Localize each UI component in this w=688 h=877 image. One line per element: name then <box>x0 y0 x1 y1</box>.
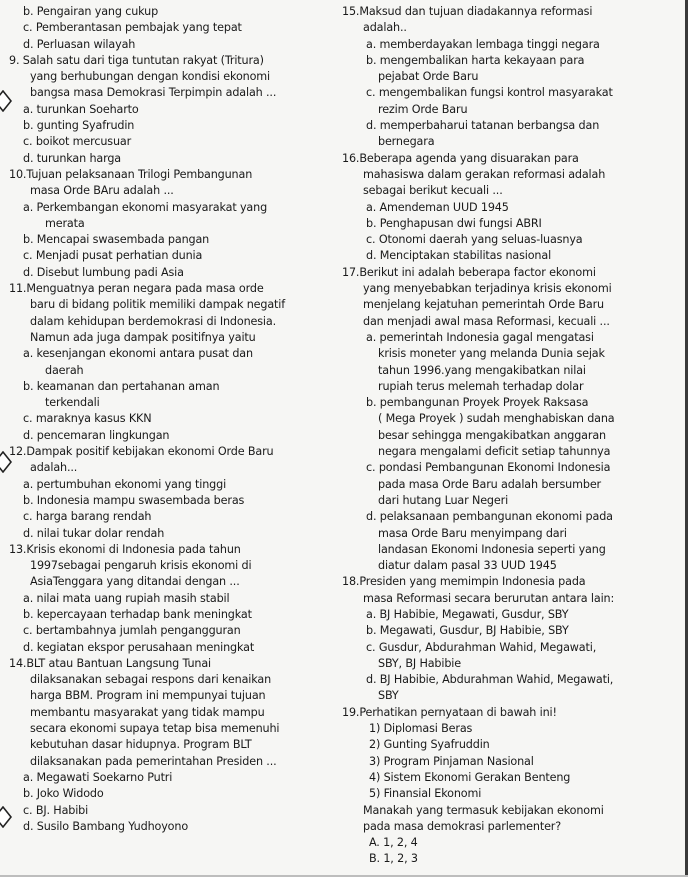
right-column <box>342 4 680 868</box>
text-line: mahasiswa dalam gerakan reformasi adalah <box>363 167 606 181</box>
text-line: diatur dalam pasal 33 UUD 1945 <box>378 559 557 573</box>
text-line: SBY, BJ Habibie <box>378 656 461 670</box>
text-line: Manakah yang termasuk kebijakan ekonomi <box>363 803 604 817</box>
text-line: masa Reformasi secara berurutan antara lain: <box>363 591 615 605</box>
text-line: dan menjadi awal masa Reformasi, kecuali ... <box>363 314 610 328</box>
question-text: 10.Tujuan pelaksanaan Trilogi Pembangunan <box>9 167 253 181</box>
text-line: negara mengalami deficit setiap tahunnya <box>378 445 611 459</box>
answer-option: c. bertambahnya jumlah pengangguran <box>23 624 241 638</box>
answer-option: b. kepercayaan terhadap bank meningkat <box>23 607 252 621</box>
text-line: pejabat Orde Baru <box>378 70 479 84</box>
text-line: pada masa demokrasi parlementer? <box>363 819 562 833</box>
answer-option: d. nilai tukar dolar rendah <box>23 526 165 540</box>
answer-option: a. Amendeman UUD 1945 <box>366 200 509 214</box>
text-line: dalam kehidupan berdemokrasi di Indonesia. <box>30 314 276 328</box>
text-line: Namun ada juga dampak positifnya yaitu <box>30 330 256 344</box>
answer-option: d. Disebut lumbung padi Asia <box>23 265 184 279</box>
answer-option: c. Menjadi pusat perhatian dunia <box>23 249 203 263</box>
text-line: A. 1, 2, 4 <box>369 836 418 850</box>
answer-option: d. pelaksanaan pembangunan ekonomi pada <box>366 510 613 524</box>
text-line: sebagai berikut kecuali ... <box>363 184 503 198</box>
answer-option: c. pondasi Pembangunan Ekonomi Indonesia <box>366 461 611 475</box>
answer-option: d. pencemaran lingkungan <box>23 428 170 442</box>
answer-option: b. Penghapusan dwi fungsi ABRI <box>366 216 542 230</box>
answer-option: c. Gusdur, Abdurahman Wahid, Megawati, <box>366 640 597 654</box>
answer-option: b. Joko Widodo <box>23 787 104 801</box>
answer-option: a. Perkembangan ekonomi masyarakat yang <box>23 200 268 214</box>
text-line: dilaksanakan sebagai respons dari kenaikan <box>30 673 272 687</box>
answer-option: b. gunting Syafrudin <box>23 119 135 133</box>
answer-option: a. nilai mata uang rupiah masih stabil <box>23 591 230 605</box>
question-text: 18.Presiden yang memimpin Indonesia pada <box>342 575 586 589</box>
answer-option: b. mengembalikan harta kekayaan para <box>366 53 585 67</box>
answer-option: a. Megawati Soekarno Putri <box>23 770 173 784</box>
text-line: besar sehingga mengakibatkan anggaran <box>378 428 606 442</box>
text-line: SBY <box>378 689 399 703</box>
text-line: terkendali <box>45 396 100 410</box>
text-line: merata <box>45 216 85 230</box>
text-line: adalah.. <box>363 21 407 35</box>
question-text: 15.Maksud dan tujuan diadakannya reformasi <box>342 5 593 18</box>
text-line: rupiah terus melemah terhadap dolar <box>378 379 584 393</box>
answer-option: a. kesenjangan ekonomi antara pusat dan <box>23 347 253 361</box>
diamond-marker-icon <box>0 90 12 112</box>
text-line: secara ekonomi supaya tetap bisa memenuhi <box>30 722 280 736</box>
text-line: rezim Orde Baru <box>378 102 468 116</box>
question-text: 11.Menguatnya peran negara pada masa orde <box>9 282 264 296</box>
text-line: dari hutang Luar Negeri <box>378 493 509 507</box>
diamond-marker-icon <box>0 806 12 828</box>
question-text: 14.BLT atau Bantuan Langsung Tunai <box>9 656 212 670</box>
answer-option: a. pemerintah Indonesia gagal mengatasi <box>366 330 594 344</box>
text-line: 3) Program Pinjaman Nasional <box>369 754 534 768</box>
question-text: 17.Berikut ini adalah beberapa factor ekonomi <box>342 265 596 279</box>
answer-option: b. Indonesia mampu swasembada beras <box>23 493 245 507</box>
answer-option: d. kegiatan ekspor perusahaan meningkat <box>23 640 255 654</box>
answer-option: b. pembangunan Proyek Proyek Raksasa <box>366 396 589 410</box>
text-line: 5) Finansial Ekonomi <box>369 787 482 801</box>
text-line: kebutuhan dasar hidupnya. Program BLT <box>30 738 252 752</box>
question-text: 19.Perhatikan pernyataan di bawah ini! <box>342 705 557 719</box>
text-line: krisis moneter yang melanda Dunia sejak <box>378 347 605 361</box>
text-line: AsiaTenggara yang ditandai dengan ... <box>30 575 240 589</box>
answer-option: b. Mencapai swasembada pangan <box>23 233 210 247</box>
answer-option: a. pertumbuhan ekonomi yang tinggi <box>23 477 227 491</box>
question-text: 16.Beberapa agenda yang disuarakan para <box>342 151 579 165</box>
left-column <box>9 4 331 835</box>
answer-option: c. maraknya kasus KKN <box>23 412 152 426</box>
answer-option: c. BJ. Habibi <box>23 803 89 817</box>
text-line: 1) Diplomasi Beras <box>369 722 473 736</box>
text-line: pada masa Orde Baru adalah bersumber <box>378 477 601 491</box>
answer-option: d. Perluasan wilayah <box>23 37 136 51</box>
answer-option: d. Menciptakan stabilitas nasional <box>366 249 552 263</box>
text-line: 4) Sistem Ekonomi Gerakan Benteng <box>369 770 571 784</box>
answer-option: b. Pengairan yang cukup <box>23 5 159 18</box>
answer-option: a. memberdayakan lembaga tinggi negara <box>366 37 600 51</box>
answer-option: b. keamanan dan pertahanan aman <box>23 379 220 393</box>
text-line: masa Orde BAru adalah ... <box>30 184 174 198</box>
answer-option: c. harga barang rendah <box>23 510 152 524</box>
text-line: landasan Ekonomi Indonesia seperti yang <box>378 542 606 556</box>
text-line: harga BBM. Program ini mempunyai tujuan <box>30 689 266 703</box>
answer-option: c. Pemberantasan pembajak yang tepat <box>23 21 242 35</box>
answer-option: d. memperbaharui tatanan berbangsa dan <box>366 119 600 133</box>
answer-option: c. boikot mercusuar <box>23 135 132 149</box>
answer-option: a. BJ Habibie, Megawati, Gusdur, SBY <box>366 607 569 621</box>
text-line: 1997sebagai pengaruh krisis ekonomi di <box>30 559 252 573</box>
text-line: 2) Gunting Syafruddin <box>369 738 490 752</box>
text-line: dilaksanakan pada pemerintahan Presiden ... <box>30 754 277 768</box>
question-text: 9. Salah satu dari tiga tuntutan rakyat (Tritura) <box>9 53 264 67</box>
text-line: bernegara <box>378 135 435 149</box>
text-line: adalah... <box>30 461 78 475</box>
text-line: yang menyebabkan terjadinya krisis ekonomi <box>363 282 612 296</box>
text-line: masa Orde Baru menyimpang dari <box>378 526 567 540</box>
answer-option: d. Susilo Bambang Yudhoyono <box>23 819 189 833</box>
answer-option: c. mengembalikan fungsi kontrol masyarakat <box>366 86 613 100</box>
text-line: daerah <box>45 363 84 377</box>
answer-option: c. Otonomi daerah yang seluas-luasnya <box>366 233 583 247</box>
answer-option: d. BJ Habibie, Abdurahman Wahid, Megawati, <box>366 673 614 687</box>
text-line: ( Mega Proyek ) sudah menghabiskan dana <box>378 412 615 426</box>
text-line: bangsa masa Demokrasi Terpimpin adalah ... <box>30 86 277 100</box>
answer-option: d. turunkan harga <box>23 151 122 165</box>
answer-option: a. turunkan Soeharto <box>23 102 139 116</box>
text-line: B. 1, 2, 3 <box>369 852 418 866</box>
question-text: 13.Krisis ekonomi di Indonesia pada tahun <box>9 542 241 556</box>
diamond-marker-icon <box>0 451 12 473</box>
text-line: membantu masyarakat yang tidak mampu <box>30 705 265 719</box>
question-text: 12.Dampak positif kebijakan ekonomi Orde Baru <box>9 445 274 459</box>
text-line: yang berhubungan dengan kondisi ekonomi <box>30 70 270 84</box>
text-line: menjelang kejatuhan pemerintah Orde Baru <box>363 298 604 312</box>
text-line: baru di bidang politik memiliki dampak negatif <box>30 298 286 312</box>
answer-option: b. Megawati, Gusdur, BJ Habibie, SBY <box>366 624 569 638</box>
text-line: tahun 1996.yang mengakibatkan nilai <box>378 363 586 377</box>
